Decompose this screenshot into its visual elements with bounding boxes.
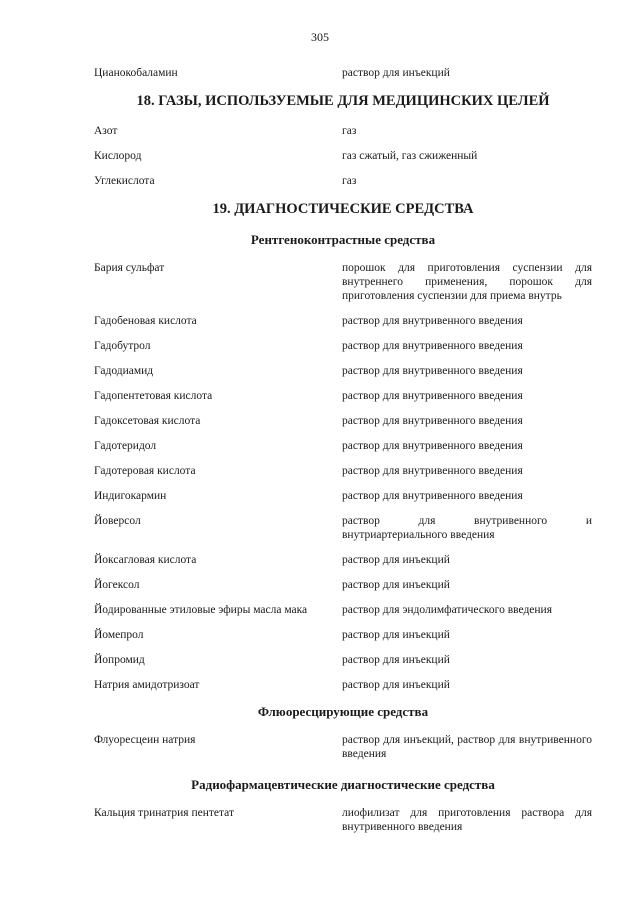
- drug-name: Йомепрол: [94, 629, 144, 641]
- drug-name: Бария сульфат: [94, 262, 165, 274]
- table-row: [94, 389, 592, 403]
- drug-name: Йодированные этиловые эфиры масла мака: [94, 604, 308, 616]
- table-row: [94, 553, 592, 567]
- drug-name: Йоксагловая кислота: [94, 554, 197, 566]
- dosage-form: раствор для инъекций: [342, 554, 450, 566]
- dosage-form: раствор для инъекций: [342, 654, 450, 666]
- page-number: 305: [311, 30, 329, 44]
- drug-name: Гадодиамид: [94, 365, 154, 377]
- dosage-form: газ: [342, 125, 357, 137]
- table-row: [94, 806, 592, 834]
- drug-name: Цианокобаламин: [94, 67, 178, 79]
- drug-name: Кислород: [94, 150, 142, 162]
- table-row: [94, 628, 592, 642]
- subsection-rows: [94, 806, 592, 834]
- table-row: [94, 514, 592, 542]
- dosage-form: раствор для инъекций: [342, 67, 450, 79]
- dosage-form: раствор для внутривенного введения: [342, 315, 523, 327]
- drug-name: Йопромид: [94, 654, 145, 666]
- subsection-rows: [94, 733, 592, 761]
- dosage-form: раствор для инъекций: [342, 629, 450, 641]
- dosage-form: газ: [342, 175, 357, 187]
- drug-name: Флуоресцеин натрия: [94, 734, 196, 746]
- dosage-form: раствор для внутривенного введения: [342, 465, 523, 477]
- subsection-title: Радиофармацевтические диагностические средства: [191, 777, 495, 792]
- drug-name: Натрия амидотризоат: [94, 679, 200, 691]
- dosage-form: раствор для эндолимфатического введения: [342, 604, 552, 616]
- section-19-title: 19. ДИАГНОСТИЧЕСКИЕ СРЕДСТВА: [212, 201, 474, 217]
- drug-name: Гадотеридол: [94, 440, 157, 452]
- table-row: [94, 653, 592, 667]
- drug-name: Углекислота: [94, 175, 155, 187]
- table-row: [94, 66, 592, 80]
- subsection-title: Флюоресцирующие средства: [257, 704, 429, 719]
- drug-name: Гадобутрол: [94, 340, 151, 352]
- dosage-form: раствор для внутривенного введения: [342, 390, 523, 402]
- drug-name: Азот: [94, 125, 118, 137]
- dosage-form: раствор для внутривенного введения: [342, 440, 523, 452]
- drug-name: Гадотеровая кислота: [94, 465, 196, 477]
- table-row: [94, 464, 592, 478]
- dosage-form: раствор для внутривенного введения: [342, 365, 523, 377]
- document-body: [94, 66, 592, 834]
- dosage-form: раствор для внутривенного введения: [342, 490, 523, 502]
- dosage-form: раствор для внутривенного введения: [342, 340, 523, 352]
- dosage-form: раствор для инъекций: [342, 679, 450, 691]
- drug-name: Гадоксетовая кислота: [94, 415, 201, 427]
- drug-name: Йогексол: [94, 579, 140, 591]
- dosage-form: порошок для приготовления суспензии для внутреннего применения, порошок для приготовления суспензии для приема внутрь: [342, 262, 592, 302]
- dosage-form: раствор для инъекций, раствор для внутривенного введения: [342, 734, 592, 760]
- table-row: [94, 174, 592, 188]
- drug-name: Йоверсол: [94, 515, 141, 527]
- subsection-title: Рентгеноконтрастные средства: [250, 232, 436, 247]
- table-row: [94, 364, 592, 378]
- table-row: [94, 149, 592, 163]
- table-row: [94, 124, 592, 138]
- section-18-title: 18. ГАЗЫ, ИСПОЛЬЗУЕМЫЕ ДЛЯ МЕДИЦИНСКИХ ЦЕЛЕЙ: [136, 93, 550, 109]
- dosage-form: лиофилизат для приготовления раствора для внутривенного введения: [342, 807, 592, 833]
- table-row: [94, 733, 592, 761]
- dosage-form: раствор для внутривенного и внутриартериального введения: [342, 515, 592, 541]
- table-row: [94, 578, 592, 592]
- table-row: [94, 261, 592, 303]
- drug-name: Кальция тринатрия пентетат: [94, 807, 234, 819]
- table-row: [94, 414, 592, 428]
- table-row: [94, 339, 592, 353]
- drug-name: Гадопентетовая кислота: [94, 390, 213, 402]
- table-row: [94, 678, 592, 692]
- dosage-form: раствор для инъекций: [342, 579, 450, 591]
- table-row: [94, 439, 592, 453]
- dosage-form: раствор для внутривенного введения: [342, 415, 523, 427]
- drug-name: Гадобеновая кислота: [94, 315, 197, 327]
- table-row: [94, 314, 592, 328]
- subsection-rows: [94, 261, 592, 692]
- drug-name: Индигокармин: [94, 490, 167, 502]
- table-row: [94, 489, 592, 503]
- table-row: [94, 603, 592, 617]
- dosage-form: газ сжатый, газ сжиженный: [342, 150, 478, 162]
